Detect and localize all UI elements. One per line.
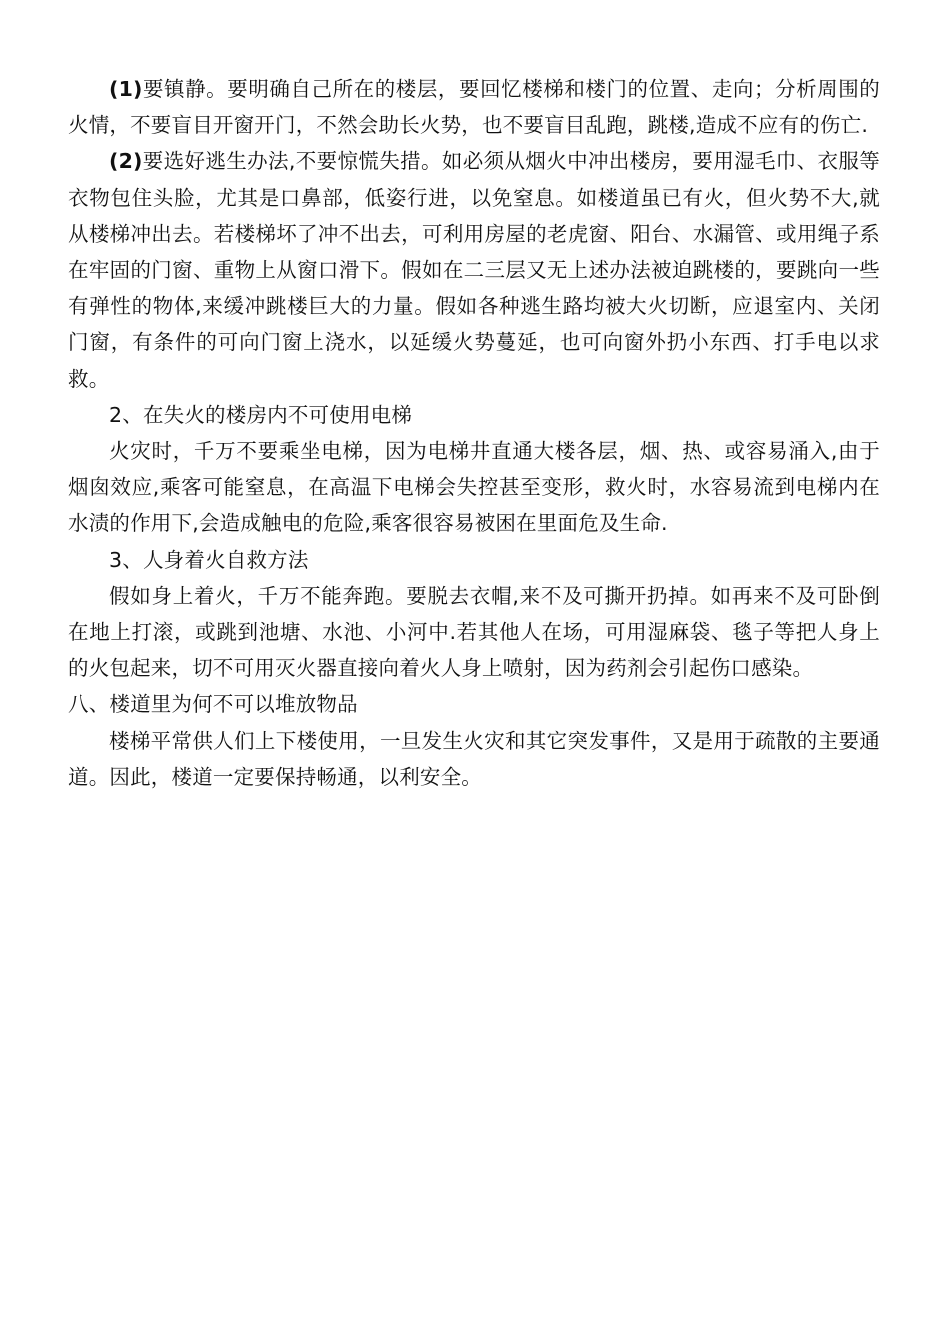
item-marker-1: (1) xyxy=(109,77,143,101)
paragraph-corridor: 楼梯平常供人们上下楼使用，一旦发生火灾和其它突发事件，又是用于疏散的主要通道。因此，楼道一定要保持畅通，以利安全。 xyxy=(68,728,880,789)
heading-self-rescue: 3、人身着火自救方法 xyxy=(109,547,309,572)
paragraph-escape-method xyxy=(68,143,880,396)
heading-no-elevator: 2、在失火的楼房内不可使用电梯 xyxy=(109,402,413,427)
item-marker-2: (2) xyxy=(109,149,143,174)
section-heading-corridor: 八、楼道里为何不可以堆放物品 xyxy=(68,692,358,717)
document-body xyxy=(68,71,880,795)
paragraph-text: 要镇静。要明确自己所在的楼层，要回忆楼梯和楼门的位置、走向；分析周围的火情，不要盲目开窗开门，不然会助长火势，也不要盲目乱跑，跳楼,造成不应有的伤亡. xyxy=(68,77,880,138)
paragraph-elevator: 火灾时，千万不要乘坐电梯，因为电梯井直通大楼各层，烟、热、或容易涌入,由于烟囱效应,乘客可能窒息，在高温下电梯会失控甚至变形，救火时，水容易流到电梯内在水渍的作用下,会造成触电的危险,乘客很容易被困在里面危及生命. xyxy=(68,439,880,536)
paragraph-calm xyxy=(68,71,880,143)
paragraph-text: 要选好逃生办法,不要惊慌失措。如必须从烟火中冲出楼房，要用湿毛巾、衣服等衣物包住头脸，尤其是口鼻部，低姿行进，以免窒息。如楼道虽已有火，但火势不大,就从楼梯冲出去。若楼梯坏了冲不出去，可利用房屋的老虎窗、阳台、水漏管、或用绳子系在牢固的门窗、重物上从窗口滑下。假如在二三层又无上述办法被迫跳楼的，要跳向一些有弹性的物体,来缓冲跳楼巨大的力量。假如各种逃生路均被大火切断，应退室内、关闭门窗，有条件的可向门窗上浇水，以延缓火势蔓延，也可向窗外扔小东西、打手电以求救。 xyxy=(68,149,880,391)
paragraph-self-rescue: 假如身上着火，千万不能奔跑。要脱去衣帽,来不及可撕开扔掉。如再来不及可卧倒在地上打滚，或跳到池塘、水池、小河中.若其他人在场，可用湿麻袋、毯子等把人身上的火包起来，切不可用灭火器直接向着火人身上喷射，因为药剂会引起伤口感染。 xyxy=(68,583,880,681)
